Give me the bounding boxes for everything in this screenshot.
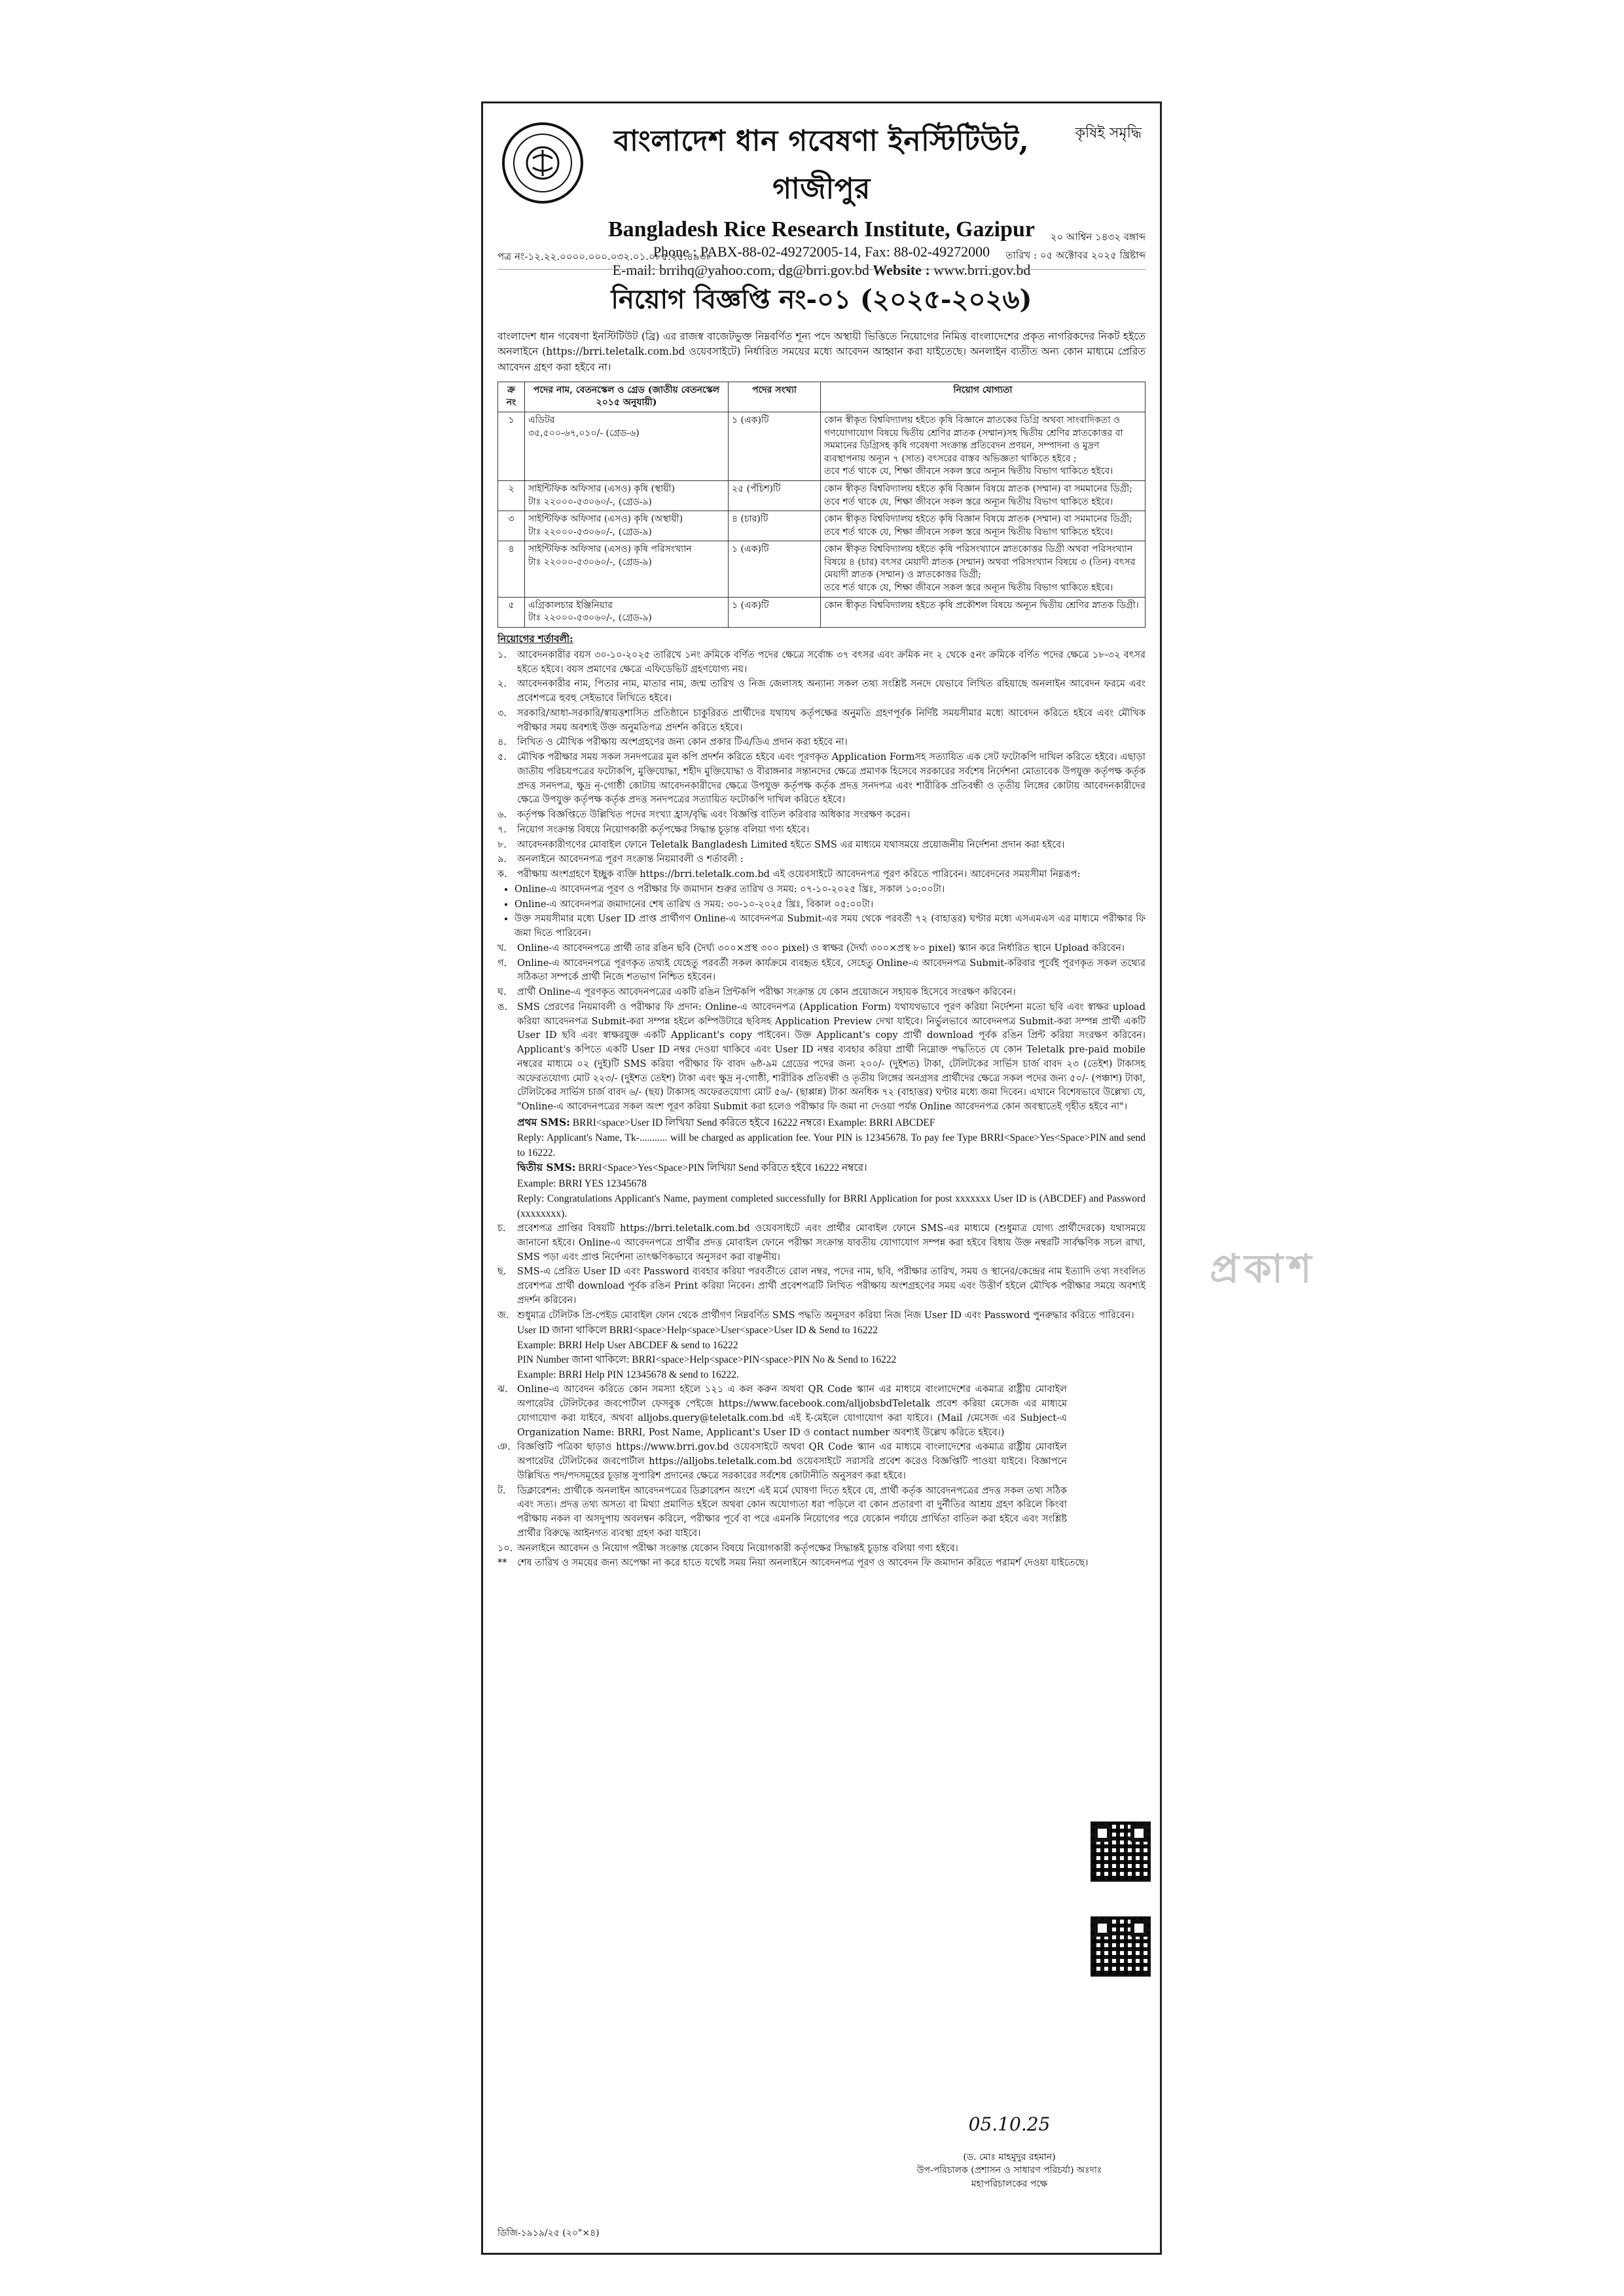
post-qualification: কোন স্বীকৃত বিশ্ববিদ্যালয় হইতে কৃষি বিজ্ঞান বিষয়ে স্নাতক (সম্মান) বা সমমানের ডিগ্রী; তবে শর্ত থাকে যে, শিক্ষা জীবনে সকল স্তরে অন্যূন দ্বিতীয় বিভাগ থাকিতে হইবে। <box>821 511 1146 541</box>
item-number: ট. <box>497 1485 506 1496</box>
item-text: আবেদনকারীর বয়স ৩০-১০-২০২৫ তারিখে ১নং ক্রমিকে বর্ণিত পদের ক্ষেত্রে সর্বোচ্চ ৩৭ বৎসর এবং ক্রমিক নং ২ থেকে ৫নং ক্রমিকে বর্ণিত পদের ক্ষেত্রে ১৮-৩২ বৎসর হইতে হইবে। বয়স প্রমাণের ক্ষেত্রে এফিডেভিট গ্রহণযোগ্য নয়। <box>517 649 1146 675</box>
memo-date-bn: ২০ আশ্বিন ১৪৩২ বঙ্গাব্দ <box>1050 231 1146 243</box>
sms-line <box>517 1115 1146 1130</box>
item-text: অনলাইনে আবেদনপত্র পূরণ সংক্রান্ত নিয়মাবলী ও শর্তাবলী : <box>517 854 744 865</box>
deadline-bullet: • Online-এ আবেদনপত্র পূরণ ও পরীক্ষার ফি জমাদান শুরুর তারিখ ও সময়: ০৭-১০-২০২৫ খ্রিঃ, সকাল ১০:০০টা। <box>514 883 1146 897</box>
post-serial: ৫ <box>498 597 525 627</box>
post-qualification: কোন স্বীকৃত বিশ্ববিদ্যালয় হইতে কৃষি বিজ্ঞান বিষয়ে স্নাতক (সম্মান) বা সমমানের ডিগ্রী; তবে শর্ত থাকে যে, শিক্ষা জীবনে সকল স্তরে অন্যূন দ্বিতীয় বিভাগ থাকিতে হইবে। <box>821 480 1146 511</box>
list-item <box>497 1309 1146 1323</box>
sms-label: দ্বিতীয় SMS: <box>517 1161 576 1174</box>
list-item <box>497 1265 1146 1308</box>
item-text: কর্তৃপক্ষ বিজ্ঞপ্তিতে উল্লিখিত পদের সংখ্যা হ্রাস/বৃদ্ধি এবং বিজ্ঞপ্তি বাতিল করিবার অধিকার সংরক্ষণ করেন। <box>517 810 911 821</box>
sms-line <box>517 1160 1146 1175</box>
col-qualification: নিয়োগ যোগ্যতা <box>821 382 1146 412</box>
item-number: ৯. <box>497 854 507 865</box>
conditions-heading: নিয়োগের শর্তাবলী: <box>497 632 573 645</box>
table-row <box>498 597 1146 627</box>
signatory-designation: উপ-পরিচালক (প্রশাসন ও সাধারণ পরিচর্যা) অঃদাঃ <box>916 2165 1102 2176</box>
sms-text: BRRI<space>User ID লিখিয়া Send করিতে হইবে 16222 নম্বরে। Example: BRRI ABCDEF <box>569 1117 935 1128</box>
item-text: আবেদনকারীর নাম, পিতার নাম, মাতার নাম, জন্ম তারিখ ও নিজ জেলাসহ অন্যান্য সকল তথ্য সংশ্লিষ্ট সনদে যেভাবে লিখিত রহিয়াছে অনলাইন আবেদন ফরমে এবং প্রবেশপত্রে হুবহু সেইভাবে লিখিতে হইবে। <box>517 679 1146 704</box>
notice-title: নিয়োগ বিজ্ঞপ্তি নং-০১ (২০২৫-২০২৬) <box>611 284 1032 315</box>
list-item <box>497 1542 1146 1556</box>
deadline-bullet: • Online-এ আবেদনপত্র জমাদানের শেষ তারিখ ও সময়: ৩০-১০-২০২৫ খ্রিঃ, বিকাল ০৫:০০টা। <box>514 898 1146 912</box>
list-item <box>497 868 1146 882</box>
post-serial: ১ <box>498 412 525 480</box>
post-qualification: কোন স্বীকৃত বিশ্ববিদ্যালয় হইতে কৃষি পরিসংখ্যানে স্নাতকোত্তর ডিগ্রী অথবা পরিসংখ্যান বিষয়ে ৪ (চার) বৎসর মেয়াদী স্নাতক (সম্মান) অথবা পরিসংখ্যান বিষয়ে ৩ (তিন) বৎসর মেয়াদী স্নাতক (সম্মান) ও স্নাতকোত্তর ডিগ্রী; তবে শর্ত থাকে যে, শিক্ষা জীবনে সকল স্তরে অন্যূন দ্বিতীয় বিভাগ থাকিতে হইবে। <box>821 541 1146 597</box>
list-item <box>497 1001 1146 1115</box>
post-qualification: কোন স্বীকৃত বিশ্ববিদ্যালয় হইতে কৃষি প্রকৌশল বিষয়ে অন্যূন দ্বিতীয় শ্রেণির স্নাতক ডিগ্রী। <box>821 597 1146 627</box>
item-number: ** <box>497 1558 507 1569</box>
email-text: E-mail: brrihq@yahoo.com, dg@brri.gov.bd <box>612 262 873 278</box>
list-item <box>497 1222 1146 1265</box>
col-post-count: পদের সংখ্যা <box>729 382 821 412</box>
post-name: এগ্রিকালচার ইঞ্জিনিয়ার টাঃ ২২০০০-৫৩০৬০/-, (গ্রেড-৯) <box>525 597 729 627</box>
signature-date: 05.10.25 <box>968 2113 1051 2136</box>
post-count: ১ (এক)টি <box>729 597 821 627</box>
item-text: SMS-এ প্রেরিত User ID এবং Password ব্যবহার করিয়া পরবর্তীতে রোল নম্বর, পদের নাম, ছবি, পরীক্ষার তারিখ, সময় ও স্থানের/কেন্দ্রের নাম ইত্যাদি তথ্য সংবলিত প্রবেশপত্র প্রার্থী download পূর্বক রঙিন Print করিয়া নিবেন। প্রার্থী প্রবেশপত্রটি লিখিত পরীক্ষায় অংশগ্রহণের সময় এবং উত্তীর্ণ হইলে মৌখিক পরীক্ষার সময়ে অবশ্যই প্রদর্শন করিবেন। <box>517 1266 1146 1306</box>
item-text: বিজ্ঞপ্তিটি পত্রিকা ছাড়াও https://www.brri.gov.bd ওয়েবসাইটে অথবা QR Code স্ক্যান এর মাধ্যমে বাংলাদেশের একমাত্র রাষ্ট্রীয় মোবাইল অপারেটর টেলিটকের জবপোর্টাল https://alljobs.teletalk.com.bd ওয়েবসাইটে সরাসরি প্রবেশ করেও বিজ্ঞপ্তিটি পাওয়া যাইবে। বিজ্ঞাপনে উল্লিখিত পদ/পদসমূহের চূড়ান্ত সুপারিশ প্রদানের ক্ষেত্রে সরকারের সর্বশেষ কোটানীতি অনুসরণ করা হইবে। <box>517 1442 1067 1481</box>
item-number: ক. <box>497 869 507 880</box>
item-text: মৌখিক পরীক্ষার সময় সকল সনদপত্রের মূল কপি প্রদর্শন করিতে হইবে এবং পূরণকৃত Application Formসহ সত্যায়িত এক সেট ফটোকপি দাখিল করিতে হইবে। এছাড়া জাতীয় পরিচয়পত্রের ফটোকপি, মুক্তিযোদ্ধা, শহীদ মুক্তিযোদ্ধা ও বীরাঙ্গনার সন্তানদের ক্ষেত্রে প্রমাণক হিসেবে সরকারের সর্বশেষ নির্দেশনা মোতাবেক উপযুক্ত কর্তৃপক্ষ কর্তৃক প্রদত্ত সনদপত্র, ক্ষুদ্র নৃ-গোষ্ঠী কোটায় আবেদনকারীদের ক্ষেত্রে উপযুক্ত কর্তৃপক্ষ কর্তৃক প্রদত্ত সনদপত্র এবং শারীরিক প্রতিবন্ধী ও তৃতীয় লিঙ্গের কোটায় আবেদনকারীদের ক্ষেত্রে উপযুক্ত কর্তৃপক্ষ কর্তৃক প্রদত্ত সনদপত্রের সত্যায়িত ফটোকপি দাখিল করিতে হইবে। <box>517 752 1146 806</box>
sms-line <box>517 1176 1146 1191</box>
item-number: ৩. <box>497 708 507 719</box>
item-number: ছ. <box>497 1266 507 1278</box>
conditions-list <box>497 649 1146 867</box>
item-text: আবেদনকারীগণের মোবাইল ফোনে Teletalk Bangladesh Limited হইতে SMS এর মাধ্যমে যথাসময়ে প্রয়োজনীয় নির্দেশনা প্রদান করা হইবে। <box>517 839 1065 850</box>
item-number: ৭. <box>497 824 507 835</box>
institute-name-bn: বাংলাদেশ ধান গবেষণা ইনস্টিটিউট, গাজীপুর <box>613 124 1030 206</box>
item-text: ডিক্লারেশন: প্রার্থীকে অনলাইন আবেদনপত্রের ডিক্লারেশন অংশে এই মর্মে ঘোষণা দিতে হইবে যে, প্রার্থী কর্তৃক আবেদনপত্রের প্রদত্ত সকল তথ্য সঠিক এবং সত্য। প্রদত্ত তথ্য অসত্য বা মিথ্যা প্রমাণিত হইলে অথবা কোন অযোগ্যতা ধরা পড়িলে বা কোন প্রতারণা বা দুর্নীতির আশ্রয় গ্রহণ করিলে কিংবা পরীক্ষায় নকল বা অসদুপায় অবলম্বন করিলে, পরীক্ষার পূর্বে বা পরে এমনকি নিয়োগের পরে যেকোন পর্যায়ে প্রার্থিতা বাতিল করা হইবে এবং সংশ্লিষ্ট প্রার্থীর বিরুদ্ধে আইনগত ব্যবস্থা গ্রহণ করা যাইবে। <box>517 1485 1067 1539</box>
post-name: সাইন্টিফিক অফিসার (এসও) কৃষি পরিসংখ্যান টাঃ ২২০০০-৫৩০৬০/-, (গ্রেড-৯) <box>525 541 729 597</box>
post-count: ১ (এক)টি <box>729 541 821 597</box>
item-text: SMS প্রেরণের নিয়মাবলী ও পরীক্ষার ফি প্রদান: Online-এ আবেদনপত্র (Application Form) যথাযথভাবে পূরণ করিয়া নির্দেশনা মতো ছবি এবং স্বাক্ষর upload করিয়া আবেদনপত্র Submit-করা সম্পন্ন হইলে কম্পিউটারে ছবিসহ Application Preview দেখা যাইবে। নির্ভুলভাবে আবেদনপত্র Submit-করা সম্পন্ন প্রার্থী একটি User ID ছবি এবং স্বাক্ষরযুক্ত একটি Applicant's copy পাইবেন। উক্ত Applicant's copy প্রার্থী download পূর্বক রঙিন প্রিন্ট করিয়া সংরক্ষণ করিবেন। Applicant's কপিতে একটি User ID নম্বর দেওয়া থাকিবে এবং User ID নম্বর ব্যবহার করিয়া প্রার্থী নিম্নোক্ত পদ্ধতিতে যে কোন Teletalk pre-paid mobile নম্বরের মাধ্যমে ০২ (দুই)টি SMS করিয়া পরীক্ষার ফি বাবদ ৬ষ্ঠ-৯ম গ্রেডের পদের জন্য ২০০/- (দুইশত) টাকা, টেলিটকের সার্ভিস চার্জ বাবদ ২৩ (তেইশ) টাকাসহ অফেরতযোগ্য মোট ২২৩/- (দুইশত তেইশ) টাকা এবং ক্ষুদ্র নৃ-গোষ্ঠী, শারীরিক প্রতিবন্ধী ও তৃতীয় লিঙ্গের অনগ্রসর প্রার্থীদের ক্ষেত্রে সকল পদের জন্য ৫০/- (পঞ্চাশ) টাকা, টেলিটকের সার্ভিস চার্জ বাবদ ৬/- (ছয়) টাকাসহ অফেরতযোগ্য মোট ৫৬/- (ছাপ্পান্ন) টাকা অনধিক ৭২ (বাহাত্তর) ঘণ্টার মধ্যে জমা দিবেন। এখানে বিশেষভাবে উল্লেখ্য যে, "Online-এ আবেদনপত্রের সকল অংশ পূরণ করিয়া Submit করা হলেও পরীক্ষার ফি জমা না দেওয়া পর্যন্ত Online আবেদনপত্র কোন অবস্থাতেই গৃহীত হইবে না"। <box>517 1001 1146 1113</box>
col-serial: ক্র নং <box>498 382 525 412</box>
post-serial: ৪ <box>498 541 525 597</box>
sms-line <box>517 1130 1146 1160</box>
ad-code: ডিজি-১৯১৯/২৫ (২০"×৪) <box>497 2228 600 2238</box>
sms-instructions <box>497 1115 1146 1221</box>
post-count: ১ (এক)টি <box>729 412 821 480</box>
list-item <box>497 1383 1067 1440</box>
list-item <box>497 823 1146 838</box>
item-text: সরকারি/আধা-সরকারি/স্বায়ত্তশাসিত প্রতিষ্ঠানে চাকুরিরত প্রার্থীদের যথাযথ কর্তৃপক্ষের অনুমতি গ্রহণপূর্বক নির্দিষ্ট সময়সীমার মধ্যে আবেদন করিতে হইবে এবং মৌখিক পরীক্ষার সময় অবশ্যই উক্ত অনুমতিপত্র প্রদর্শন করিতে হইবে। <box>517 708 1146 733</box>
sms-text: Reply: Congratulations Applicant's Name, payment completed successfully for BRRI Application for post xxxxxxx User ID is (ABCDEF) and Password (xxxxxxxx). <box>517 1193 1146 1219</box>
sms-line <box>517 1191 1146 1221</box>
item-text: শুধুমাত্র টেলিটক প্রি-পেইড মোবাইল ফোন থেকে প্রার্থীগণ নিম্নবর্ণিত SMS পদ্ধতি অনুসরণ করিয়া নিজ নিজ User ID এবং Password পুনরুদ্ধার করিতে পারিবেন। <box>517 1310 1134 1321</box>
list-item <box>497 736 1146 750</box>
brri-logo-seal <box>500 120 585 206</box>
tagline: কৃষিই সমৃদ্ধি <box>1075 125 1142 141</box>
item-number: ৮. <box>497 839 507 850</box>
recovery-line: Example: BRRI Help User ABCDEF & send to 16222 <box>517 1339 738 1351</box>
item-text: অনলাইনে আবেদন ও নিয়োগ পরীক্ষা সংক্রান্ত যেকোন বিষয়ে নিয়োগকারী কর্তৃপক্ষের সিদ্ধান্তই চূড়ান্ত বলিয়া গণ্য হইবে। <box>517 1543 958 1554</box>
online-items-3 <box>497 1383 1146 1541</box>
posts-table <box>497 382 1146 628</box>
memo-line <box>497 230 1146 270</box>
deadline-bullet: • উক্ত সময়সীমার মধ্যে User ID প্রাপ্ত প্রার্থীগণ Online-এ আবেদনপত্র Submit-এর সময় থেকে পরবর্তী ৭২ (বাহাত্তর) ঘণ্টার মধ্যে এসএমএস এর মাধ্যমে পরীক্ষার ফি জমা দিতে পারিবেন। <box>514 912 1146 941</box>
website-link[interactable]: www.brri.gov.bd <box>933 262 1031 278</box>
item-number: ১০. <box>497 1543 513 1554</box>
sms-label: প্রথম SMS: <box>517 1115 570 1128</box>
watermark: প্রকাশ <box>1210 1246 1317 1292</box>
post-name: এডিটর ৩৫,৫০০-৬৭,০১০/- (গ্রেড-৬) <box>525 412 729 480</box>
item-number: ১. <box>497 649 507 660</box>
phone-fax: Phone : PABX-88-02-49272005-14, Fax: 88-02-49272000 <box>653 243 990 260</box>
col-post-name: পদের নাম, বেতনস্কেল ও গ্রেড (জাতীয় বেতনস্কেল ২০১৫ অনুযায়ী) <box>525 382 729 412</box>
item-text: শেষ তারিখ ও সময়ের জন্য অপেক্ষা না করে হাতে যথেষ্ট সময় নিয়া অনলাইনে আবেদনপত্র পূরণ ও আবেদন ফি জমাদান করিতে পরামর্শ দেওয়া যাইতেছে। <box>517 1558 1089 1569</box>
sms-text: Example: BRRI YES 12345678 <box>517 1177 647 1189</box>
item-number: ৬. <box>497 810 507 821</box>
deadline-bullets <box>497 883 1146 941</box>
recovery-instructions <box>497 1323 1146 1382</box>
posts-table-body <box>498 412 1146 627</box>
post-serial: ৩ <box>498 511 525 541</box>
qr-code-alljobs[interactable] <box>1091 1916 1151 1977</box>
item-number: খ. <box>497 942 507 954</box>
list-item <box>497 957 1146 986</box>
online-instructions <box>497 868 1146 1571</box>
post-count: ২৫ (পঁচিশ)টি <box>729 480 821 511</box>
list-item <box>497 986 1146 1000</box>
list-item <box>497 853 1146 867</box>
list-item <box>497 838 1146 853</box>
post-name: সাইন্টিফিক অফিসার (এসও) কৃষি (স্থায়ী) টাঃ ২২০০০-৫৩০৬০/-, (গ্রেড-৯) <box>525 480 729 511</box>
recovery-line: Example: BRRI Help PIN 12345678 & send to 16222. <box>517 1369 739 1380</box>
table-row <box>498 541 1146 597</box>
list-item <box>497 942 1146 956</box>
recovery-line: User ID জানা থাকিলে BRRI<space>Help<space>User<space>User ID & Send to 16222 <box>517 1325 878 1336</box>
item-number: ৪. <box>497 737 507 748</box>
institute-name-en: Bangladesh Rice Research Institute, Gazipur <box>608 217 1035 242</box>
item-text: পরীক্ষায় অংশগ্রহণে ইচ্ছুক ব্যক্তি https://brri.teletalk.com.bd এই ওয়েবসাইটে আবেদনপত্র পূরণ করিতে পারিবেন। আবেদনের সময়সীমা নিম্নরূপ: <box>517 869 1081 880</box>
recovery-line: PIN Number জানা থাকিলে: BRRI<space>Help<space>PIN<space>PIN No & Send to 16222 <box>517 1354 897 1366</box>
closing-items <box>497 1542 1146 1571</box>
memo-date-en: তারিখ : ০৫ অক্টোবর ২০২৫ খ্রিষ্টাব্দ <box>1005 249 1146 261</box>
notice-intro: বাংলাদেশ ধান গবেষণা ইনস্টিটিউট (ব্রি) এর রাজস্ব বাজেটভুক্ত নিম্নবর্ণিত শূন্য পদে অস্থায়ী ভিত্তিতে নিয়োগের নিমিত্ত বাংলাদেশের প্রকৃত নাগরিকদের নিকট হইতে অনলাইনে (https://brri.teletalk.com.bd ওয়েবসাইটে) নির্ধারিত সময়ের মধ্যে আবেদন আহ্বান করা যাইতেছে। অনলাইন ব্যতীত অন্য কোন মাধ্যমে প্রেরিত আবেদন গ্রহণ করা হইবে না। <box>497 331 1146 373</box>
list-item <box>497 751 1146 808</box>
item-text: Online-এ আবেদনপত্রে প্রার্থী তার রঙিন ছবি (দৈর্ঘ্য ৩০০×প্রস্থ ৩০০ pixel) ও স্বাক্ষর (দৈর্ঘ্য ৩০০×প্রস্থ ৮০ pixel) স্ক্যান করে নির্ধারিত স্থানে Upload করিবেন। <box>517 942 1125 954</box>
table-row <box>498 412 1146 480</box>
list-item <box>497 649 1146 677</box>
post-count: ৪ (চার)টি <box>729 511 821 541</box>
item-number: ঘ. <box>497 987 507 998</box>
list-item <box>497 1484 1067 1541</box>
table-row <box>498 511 1146 541</box>
table-row <box>498 480 1146 511</box>
item-text: প্রার্থী Online-এ পূরণকৃত আবেদনপত্রের একটি রঙিন প্রিন্টকপি পরীক্ষা সংক্রান্ত যে কোন প্রয়োজনে সহায়ক হিসেবে সংরক্ষণ করিবেন। <box>517 987 1016 998</box>
signatory-on-behalf: মহাপরিচালকের পক্ষে <box>971 2178 1048 2189</box>
website-label: Website : <box>873 262 934 278</box>
item-text: Online-এ আবেদন করিতে কোন সমস্যা হইলে ১২১ এ কল করুন অথবা QR Code স্ক্যান এর মাধ্যমে বাংলাদেশের একমাত্র রাষ্ট্রীয় মোবাইল অপারেটর টেলিটকের জবপোর্টাল ফেসবুক পেইজে https://www.facebook.com/alljobsbdTeletalk প্রবেশ করিয়া মেসেজ এর মাধ্যমে যোগাযোগ করা যাইবে, অথবা alljobs.query@teletalk.com.bd এই ই-মেইলে যোগাযোগ করা যাইবে। (Mail /মেসেজ এর Subject-এ Organization Name: BRRI, Post Name, Applicant's User ID ও contact number অবশ্যই উল্লেখ করিতে হইবে।) <box>517 1384 1067 1438</box>
table-header-row <box>498 382 1146 412</box>
item-number: ৫. <box>497 752 507 763</box>
online-items <box>497 942 1146 1115</box>
qr-code-facebook[interactable] <box>1091 1821 1151 1882</box>
post-qualification: কোন স্বীকৃত বিশ্ববিদ্যালয় হইতে কৃষি বিজ্ঞানে স্নাতকের ডিগ্রি অথবা সাংবাদিকতা ও গণযোগাযোগ বিষয়ে দ্বিতীয় শ্রেণির স্নাতক (সম্মান)সহ দ্বিতীয় শ্রেণির স্নাতকোত্তর বা সমমানের ডিগ্রিসহ কৃষি গবেষণা সংক্রান্ত প্রতিবেদন প্রণয়ন, সম্পাদনা ও মুদ্রণ ব্যবস্থাপনায় অন্যূন ৭ (সাত) বৎসরের বাস্তব অভিজ্ঞতা থাকিতে হইবে ; তবে শর্ত থাকে যে, শিক্ষা জীবনে সকল স্তরে অন্যূন দ্বিতীয় বিভাগ থাকিতে হইবে। <box>821 412 1146 480</box>
list-item <box>497 808 1146 823</box>
list-item <box>497 1556 1146 1571</box>
item-number: ঞ. <box>497 1442 511 1453</box>
list-item <box>497 707 1146 736</box>
item-number: চ. <box>497 1223 506 1234</box>
list-item <box>497 1441 1067 1483</box>
item-text: লিখিত ও মৌখিক পরীক্ষায় অংশগ্রহণের জন্য কোন প্রকার টিএ/ডিএ প্রদান করা হইবে না। <box>517 737 848 748</box>
list-item <box>497 677 1146 706</box>
job-notice <box>481 101 1317 2255</box>
item-text: Online-এ আবেদনপত্রে পূরণকৃত তথ্যই যেহেতু পরবর্তী সকল কার্যক্রমে ব্যবহৃত হইবে, সেহেতু Online-এ আবেদনপত্র Submit-করিবার পূর্বেই পূরণকৃত সকল তথ্যের সঠিকতা সম্পর্কে প্রার্থী নিজে শতভাগ নিশ্চিত হইবেন। <box>517 958 1146 983</box>
item-number: ঙ. <box>497 1001 508 1013</box>
item-text: প্রবেশপত্র প্রাপ্তির বিষয়টি https://brri.teletalk.com.bd ওয়েবসাইটে এবং প্রার্থীর মোবাইল ফোনে SMS-এর মাধ্যমে (শুধুমাত্র যোগ্য প্রার্থীদেরকে) যথাসময়ে জানানো হইবে। Online-এ আবেদনপত্রে প্রার্থীর প্রদত্ত মোবাইল ফোনে পরীক্ষা সংক্রান্ত যাবতীয় যোগাযোগ সম্পন্ন করা হইবে বিধায় উক্ত নম্বরটি সার্বক্ষণিক সচল রাখা, SMS পড়া এবং প্রাপ্ত নির্দেশনা তাৎক্ষণিকভাবে অনুসরণ করা বাঞ্ছনীয়। <box>517 1223 1146 1263</box>
memo-reference: পত্র নং-১২.২২.০০০০.০০০.০৩২.০১.০৮৫.২৫.৪৯৩৮ <box>497 251 713 262</box>
signature-block <box>885 2111 1134 2191</box>
item-number: ২. <box>497 679 507 690</box>
online-items-2 <box>497 1222 1146 1323</box>
item-text: নিয়োগ সংক্রান্ত বিষয়ে নিয়োগকারী কর্তৃপক্ষের সিদ্ধান্ত চূড়ান্ত বলিয়া গণ্য হইবে। <box>517 824 810 835</box>
signatory-name: (ড. মোঃ মাহমুদুর রহমান) <box>963 2152 1056 2163</box>
sms-text: Reply: Applicant's Name, Tk-........... will be charged as application fee. Your PIN is 12345678. To pay fee Type BRRI<Space>Yes<Space>PIN and send to 16222. <box>517 1132 1146 1158</box>
post-name: সাইন্টিফিক অফিসার (এসও) কৃষি (অস্থায়ী) টাঃ ২২০০০-৫৩০৬০/-, (গ্রেড-৯) <box>525 511 729 541</box>
item-number: জ. <box>497 1310 509 1321</box>
post-serial: ২ <box>498 480 525 511</box>
item-number: ঝ. <box>497 1384 508 1395</box>
item-number: গ. <box>497 958 507 969</box>
sms-text: BRRI<Space>Yes<Space>PIN লিখিয়া Send করিতে হইবে 16222 নম্বরে। <box>575 1162 867 1174</box>
